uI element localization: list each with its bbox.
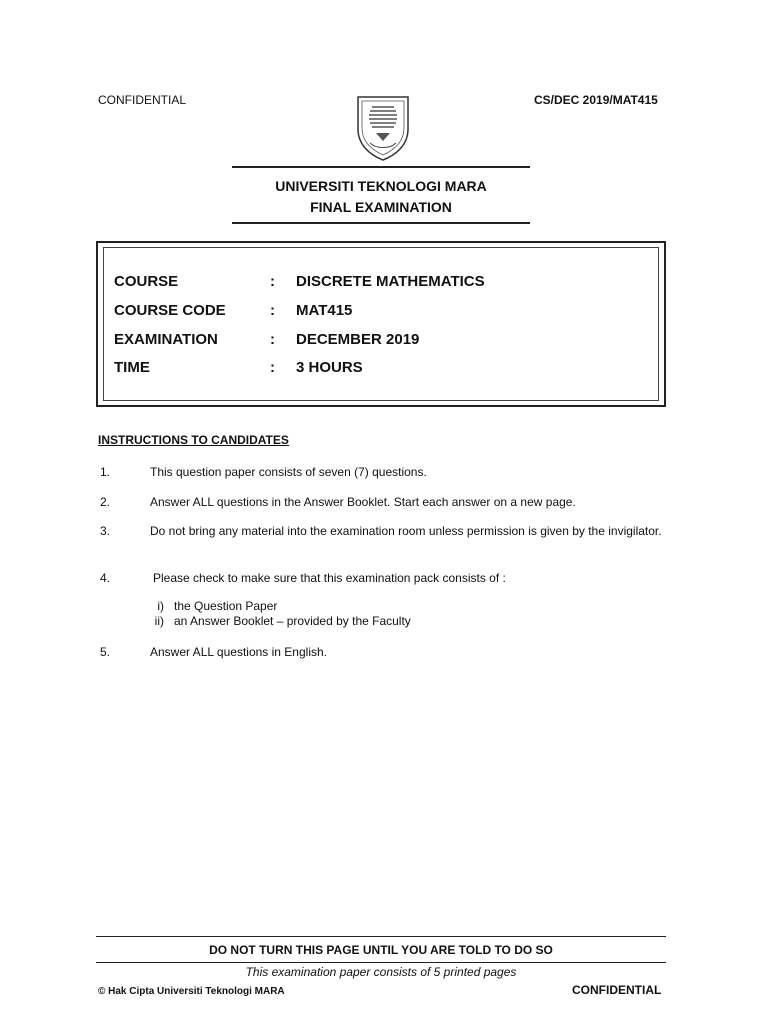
examination-key: EXAMINATION bbox=[114, 331, 218, 348]
instruction-text: Do not bring any material into the examination room unless permission is given by the invigilator. bbox=[150, 524, 662, 538]
exam-title: FINAL EXAMINATION bbox=[310, 199, 452, 215]
course-separator: : bbox=[270, 273, 275, 290]
footer-middle-rule bbox=[96, 962, 666, 963]
instruction-number: 3. bbox=[100, 524, 111, 538]
instruction-number: 1. bbox=[100, 465, 111, 479]
instruction-number: 4. bbox=[100, 571, 111, 585]
course-code-value: MAT415 bbox=[296, 302, 353, 319]
time-key: TIME bbox=[114, 359, 150, 376]
university-name: UNIVERSITI TEKNOLOGI MARA bbox=[275, 178, 487, 194]
sub-item-text: the Question Paper bbox=[174, 599, 278, 613]
sub-item-number: ii) bbox=[154, 614, 164, 628]
pages-note: This examination paper consists of 5 printed pages bbox=[245, 965, 517, 979]
course-code-key: COURSE CODE bbox=[114, 302, 226, 319]
sub-item-text: an Answer Booklet – provided by the Faculty bbox=[174, 614, 411, 628]
time-separator: : bbox=[270, 359, 275, 376]
confidential-footer-label: CONFIDENTIAL bbox=[572, 983, 662, 997]
title-bottom-rule bbox=[232, 222, 530, 224]
course-key: COURSE bbox=[114, 273, 179, 290]
time-value: 3 HOURS bbox=[296, 359, 363, 376]
course-info-box bbox=[96, 241, 666, 407]
do-not-turn-warning: DO NOT TURN THIS PAGE UNTIL YOU ARE TOLD TO DO SO bbox=[209, 943, 553, 957]
examination-separator: : bbox=[270, 331, 275, 348]
confidential-header-label: CONFIDENTIAL bbox=[98, 93, 187, 107]
course-code-separator: : bbox=[270, 302, 275, 319]
footer-top-rule bbox=[96, 936, 666, 937]
instruction-text: Please check to make sure that this examination pack consists of : bbox=[153, 571, 506, 585]
instruction-text: Answer ALL questions in English. bbox=[150, 645, 327, 659]
title-top-rule bbox=[232, 166, 530, 168]
examination-value: DECEMBER 2019 bbox=[296, 331, 420, 348]
instruction-text: This question paper consists of seven (7) questions. bbox=[150, 465, 427, 479]
instruction-number: 5. bbox=[100, 645, 111, 659]
copyright-notice: © Hak Cipta Universiti Teknologi MARA bbox=[98, 986, 285, 997]
instructions-heading: INSTRUCTIONS TO CANDIDATES bbox=[98, 433, 289, 447]
instruction-text: Answer ALL questions in the Answer Booklet. Start each answer on a new page. bbox=[150, 495, 576, 509]
instruction-number: 2. bbox=[100, 495, 111, 509]
course-info-inner-border bbox=[103, 247, 659, 401]
paper-code: CS/DEC 2019/MAT415 bbox=[534, 93, 658, 107]
sub-item-number: i) bbox=[157, 599, 164, 613]
university-crest-icon bbox=[354, 93, 412, 163]
course-value: DISCRETE MATHEMATICS bbox=[296, 273, 485, 290]
